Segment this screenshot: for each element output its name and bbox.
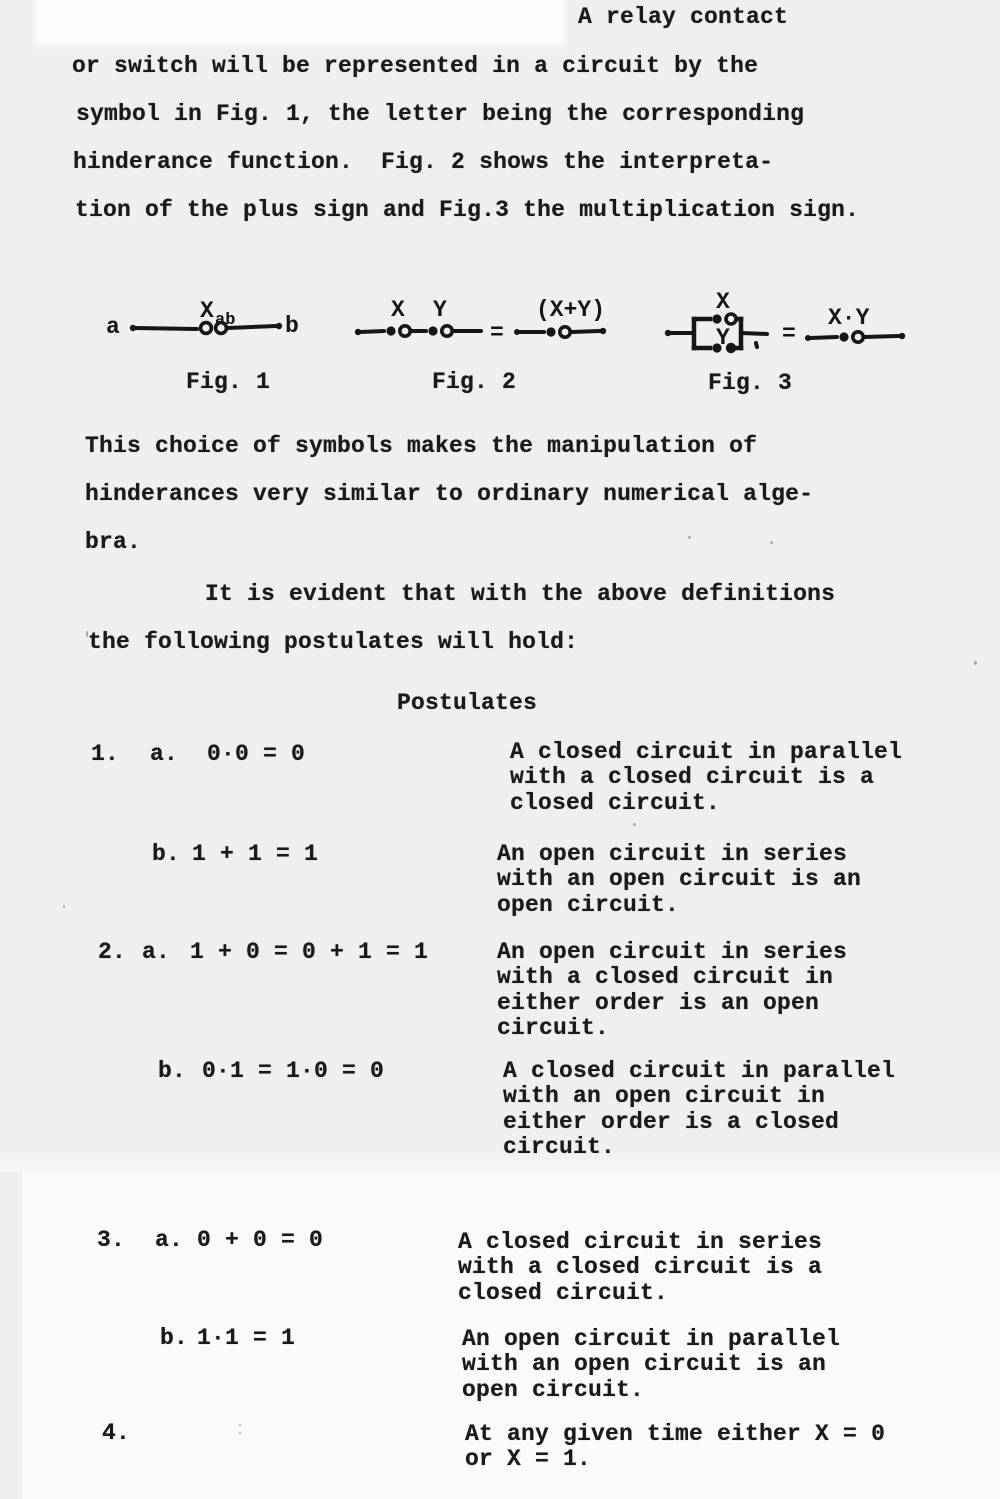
description-line: A closed circuit in parallel	[503, 1058, 896, 1084]
fig3-x-label: X	[716, 289, 730, 315]
postulate-letter: b.	[158, 1058, 187, 1084]
fig1-node-a-label: a	[106, 314, 120, 340]
postulate-equation: 0 + 0 = 0	[197, 1227, 324, 1253]
description-line: with an open circuit is an	[462, 1351, 827, 1378]
fig3-circuit	[665, 289, 905, 353]
postulate-number: 4.	[102, 1420, 131, 1446]
fig3-result-label: X·Y	[828, 305, 870, 331]
description-line: with an open circuit in	[503, 1083, 826, 1110]
description-line: with a closed circuit is a	[458, 1254, 823, 1281]
fig2-result-label: (X+Y)	[536, 297, 606, 323]
scan-speck	[86, 631, 88, 637]
fig1-hinderance-label: X	[200, 298, 214, 324]
description-line: An open circuit in series	[497, 939, 848, 965]
description-line: closed circuit.	[510, 789, 721, 816]
postulates-heading: Postulates	[397, 690, 538, 716]
paragraph-line: symbol in Fig. 1, the letter being the corresponding	[76, 101, 805, 127]
scan-speck	[974, 661, 977, 665]
postulate-description	[510, 740, 902, 816]
postulate-description	[458, 1230, 822, 1306]
description-line: with a closed circuit in	[497, 964, 834, 991]
fig1-node-b-label: b	[285, 313, 299, 339]
description-line: A closed circuit in parallel	[510, 739, 903, 765]
fig3-y-label: Y	[716, 325, 730, 351]
scan-speck	[63, 905, 65, 908]
paragraph-line: hinderance function. Fig. 2 shows the interpreta-	[73, 149, 774, 175]
paragraph-line: tion of the plus sign and Fig.3 the multiplication sign.	[75, 197, 860, 223]
description-line: circuit.	[503, 1134, 616, 1161]
postulate-letter: a.	[142, 939, 171, 965]
description-line: open circuit.	[462, 1376, 645, 1403]
postulate-description	[503, 1059, 895, 1161]
fig2-y-label: Y	[433, 297, 447, 323]
postulate-letter: a.	[155, 1227, 184, 1253]
postulate-number: 1.	[91, 741, 120, 767]
description-line: or X = 1.	[465, 1446, 592, 1473]
scan-light-band-top	[38, 0, 562, 42]
description-line: An open circuit in parallel	[462, 1326, 841, 1352]
postulate-equation: 1·1 = 1	[197, 1325, 296, 1351]
fig3-caption: Fig. 3	[708, 370, 793, 396]
description-line: with a closed circuit is a	[510, 764, 875, 791]
description-line: either order is an open	[497, 989, 820, 1016]
postulate-number: 3.	[97, 1227, 126, 1253]
postulate-description	[462, 1327, 840, 1403]
fig1-caption: Fig. 1	[186, 369, 271, 395]
description-line: open circuit.	[497, 891, 680, 918]
paragraph-line: hinderances very similar to ordinary numerical alge-	[85, 481, 814, 507]
description-line: A closed circuit in series	[458, 1229, 823, 1255]
relay-circuit-figures	[80, 283, 980, 375]
postulate-equation: 0·1 = 1·0 = 0	[202, 1058, 385, 1084]
fig2-caption: Fig. 2	[432, 369, 517, 395]
postulate-equation: 0·0 = 0	[207, 741, 306, 767]
paragraph-line: It is evident that with the above definitions	[205, 581, 836, 607]
postulate-description	[497, 842, 861, 918]
postulate-equation: 1 + 1 = 1	[192, 841, 319, 867]
postulate-description	[465, 1422, 885, 1473]
scan-speck	[239, 1432, 241, 1434]
paragraph-line: the following postulates will hold:	[88, 629, 579, 655]
fig3-equals-sign: =	[782, 321, 796, 347]
fig2-x-label: X	[391, 297, 405, 323]
fig1-hinderance-subscript: ab	[215, 311, 236, 330]
description-line: closed circuit.	[458, 1279, 669, 1306]
fig1-circuit	[106, 298, 299, 340]
scan-speck	[688, 536, 691, 539]
postulate-letter: a.	[150, 741, 179, 767]
description-line: with an open circuit is an	[497, 866, 862, 893]
paragraph-line: bra.	[85, 529, 142, 555]
postulate-equation: 1 + 0 = 0 + 1 = 1	[190, 939, 429, 965]
paragraph-line: This choice of symbols makes the manipulation of	[85, 433, 758, 459]
scan-speck	[633, 823, 636, 826]
fig2-circuit	[355, 297, 606, 346]
paragraph-line: A relay contact	[578, 4, 789, 30]
postulate-number: 2.	[98, 939, 127, 965]
description-line: At any given time either X = 0	[465, 1421, 886, 1447]
description-line: An open circuit in series	[497, 841, 848, 867]
paragraph-line: or switch will be represented in a circuit by the	[72, 53, 759, 79]
scan-speck	[239, 1424, 241, 1426]
postulate-letter: b.	[152, 841, 181, 867]
postulate-description	[497, 940, 847, 1042]
description-line: circuit.	[497, 1015, 610, 1042]
scan-speck	[770, 541, 773, 544]
postulate-letter: b.	[160, 1325, 189, 1351]
description-line: either order is a closed	[503, 1108, 840, 1135]
fig2-equals-sign: =	[490, 320, 504, 346]
